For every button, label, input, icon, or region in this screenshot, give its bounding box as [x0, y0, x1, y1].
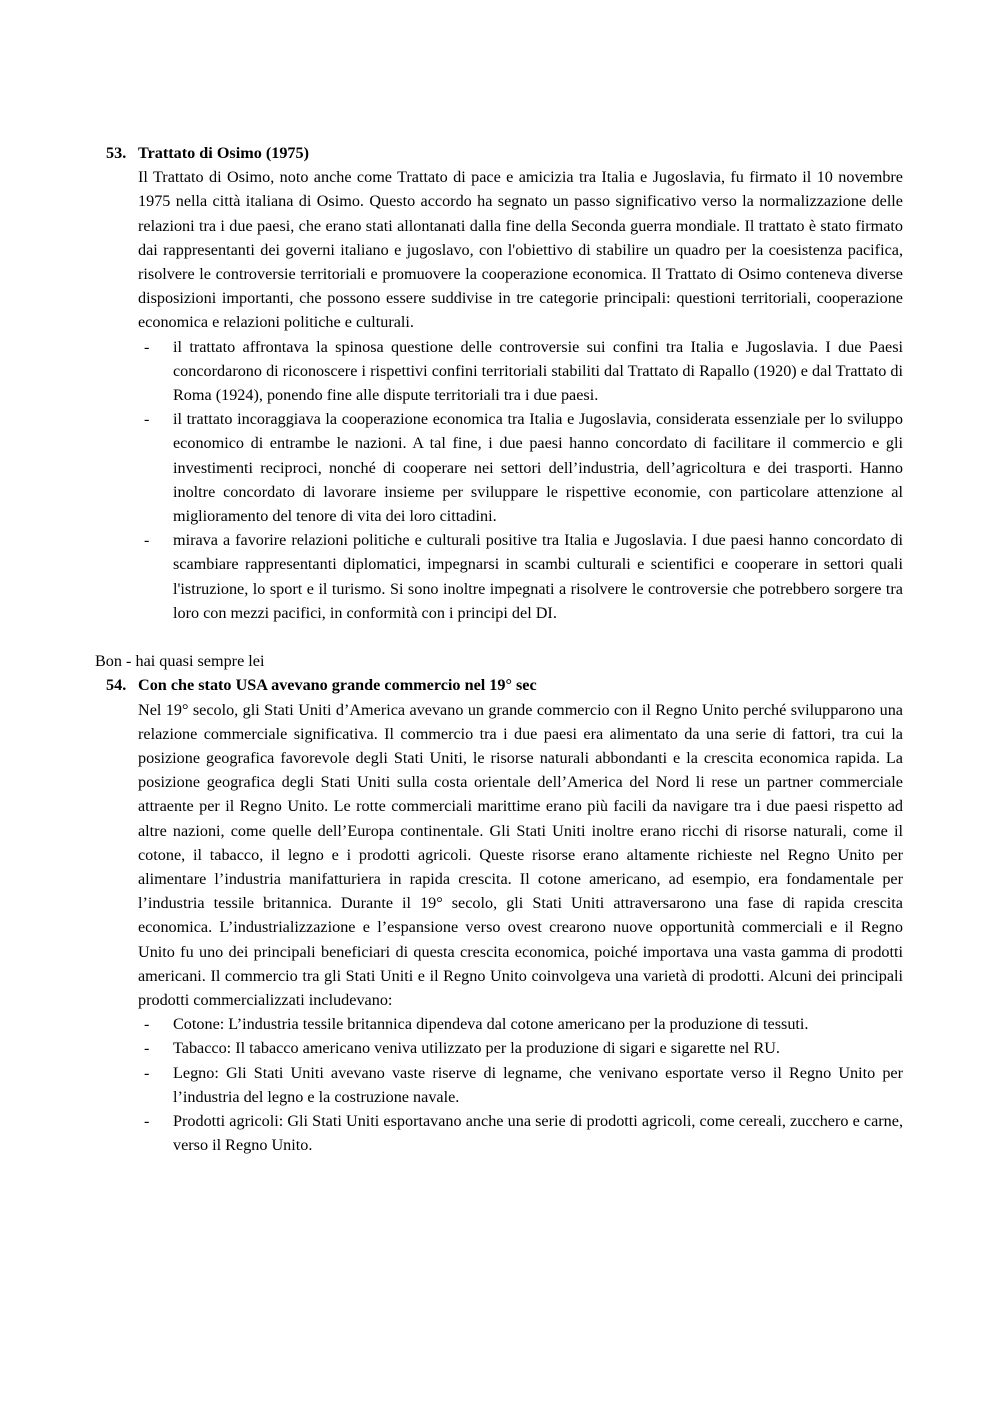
document-page: [0, 141, 1000, 1157]
list-item-text: Prodotti agricoli: Gli Stati Uniti esportavano anche una serie di prodotti agricoli, come cereali, zucchero e carne, verso il Regno Unito.: [173, 1112, 903, 1155]
item-54: [0, 673, 1000, 1157]
item-54-number: 54.: [106, 676, 127, 695]
item-53-bullet-list: [0, 335, 1000, 625]
item-53-number: 53.: [106, 144, 127, 162]
list-item: [144, 1061, 903, 1109]
list-item: [144, 1109, 903, 1157]
list-item: [144, 1012, 903, 1036]
list-item: [144, 407, 903, 528]
item-54-heading: [0, 673, 1000, 697]
bullet-dash: -: [144, 337, 150, 356]
bullet-dash: -: [144, 1039, 150, 1058]
list-item-text: Legno: Gli Stati Uniti avevano vaste riserve di legname, che venivano esportate verso il Regno Unito per l’industria del legno e la costruzione navale.: [173, 1063, 903, 1106]
item-53-title: Trattato di Osimo (1975): [138, 144, 309, 162]
list-item-text: il trattato affrontava la spinosa questione delle controversie sui confini tra Italia e Jugoslavia. I due Paesi concordarono di riconoscere i rispettivi confini territoriali stabiliti dal Trattato di Rapallo (1920) e dal Trattato di Roma (1924), ponendo fine alle dispute territoriali tra i due paesi.: [173, 337, 903, 405]
bullet-dash: -: [144, 1063, 150, 1082]
bullet-dash: -: [144, 410, 150, 429]
item-54-paragraph: Nel 19° secolo, gli Stati Uniti d’America avevano un grande commercio con il Regno Unito perché svilupparono una relazione commerciale significativa. Il commercio tra i due paesi era alimentato da una serie di fattori, tra cui la posizione geografica favorevole degli Stati Uniti, le risorse naturali abbondanti e la crescita economica rapida. La posizione geografica degli Stati Uniti sulla costa orientale dell’America del Nord li rese un partner commerciale attraente per il Regno Unito. Le rotte commerciali marittime erano più facili da navigare tra i due paesi rispetto ad altre nazioni, come quelle dell’Europa continentale. Gli Stati Uniti inoltre erano ricchi di risorse naturali, come il cotone, il tabacco, il legno e i prodotti agricoli. Queste risorse erano altamente richieste nel Regno Unito per alimentare l’industria manifatturiera in rapida crescita. Il cotone americano, ad esempio, era fondamentale per l’industria tessile britannica. Durante il 19° secolo, gli Stati Uniti attraversarono una fase di rapida crescita economica. L’industrializzazione e l’espansione verso ovest crearono nuove opportunità commerciali e il Regno Unito fu uno dei principali beneficiari di questa crescita economica, poiché importava una vasta gamma di prodotti americani. Il commercio tra gli Stati Uniti e il Regno Unito coinvolgeva una varietà di prodotti. Alcuni dei principali prodotti commercializzati includevano:: [138, 700, 903, 1010]
list-item-text: Tabacco: Il tabacco americano veniva utilizzato per la produzione di sigari e sigarette nel RU.: [173, 1039, 780, 1058]
list-item-text: Cotone: L’industria tessile britannica dipendeva dal cotone americano per la produzione di tessuti.: [173, 1015, 809, 1034]
list-item: [144, 1036, 903, 1060]
bullet-dash: -: [144, 531, 150, 550]
item-54-title: Con che stato USA avevano grande commercio nel 19° sec: [138, 676, 537, 695]
bullet-dash: -: [144, 1015, 150, 1034]
list-item: [144, 528, 903, 625]
list-item-text: il trattato incoraggiava la cooperazione economica tra Italia e Jugoslavia, considerata essenziale per lo sviluppo economico di entrambe le nazioni. A tal fine, i due paesi hanno concordato di facilitare il commercio e gli investimenti reciproci, nonché di cooperare nei settori dell’industria, dell’agricoltura e dei trasporti. Hanno inoltre concordato di lavorare insieme per sviluppare le rispettive economie, con particolare attenzione al miglioramento del tenore di vita dei loro cittadini.: [173, 410, 903, 526]
list-item: [144, 335, 903, 408]
note-line: Bon - hai quasi sempre lei: [95, 652, 265, 671]
blank-line: [0, 625, 1000, 649]
item-54-bullet-list: [0, 1012, 1000, 1157]
item-53: [0, 141, 1000, 625]
item-53-paragraph: Il Trattato di Osimo, noto anche come Trattato di pace e amicizia tra Italia e Jugoslavia, fu firmato il 10 novembre 1975 nella città italiana di Osimo. Questo accordo ha segnato un passo significativo verso la normalizzazione delle relazioni tra i due paesi, che erano stati allontanati dalla fine della Seconda guerra mondiale. Il trattato è stato firmato dai rappresentanti dei governi italiano e jugoslavo, con l'obiettivo di stabilire un quadro per la coesistenza pacifica, risolvere le controversie territoriali e promuovere la cooperazione economica. Il Trattato di Osimo conteneva diverse disposizioni importanti, che possono essere suddivise in tre categorie principali: questioni territoriali, cooperazione economica e relazioni politiche e culturali.: [138, 168, 903, 332]
item-53-heading: [0, 141, 1000, 165]
list-item-text: mirava a favorire relazioni politiche e culturali positive tra Italia e Jugoslavia. I due paesi hanno concordato di scambiare rappresentanti diplomatici, impegnarsi in scambi culturali e scientifici e cooperare in settori quali l'istruzione, lo sport e il turismo. Si sono inoltre impegnati a risolvere le controversie che potrebbero sorgere tra loro con mezzi pacifici, in conformità con i principi del DI.: [173, 531, 903, 622]
bullet-dash: -: [144, 1112, 150, 1131]
